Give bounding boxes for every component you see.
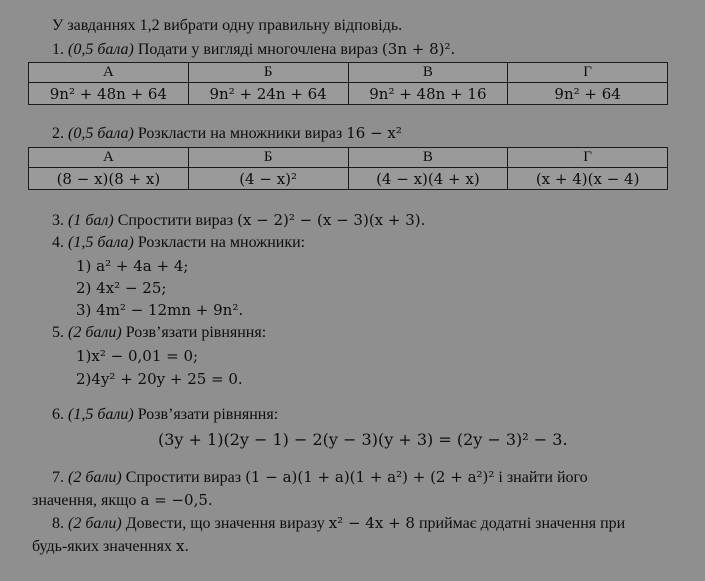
answer-option-v[interactable]: 9n² + 48n + 16 — [348, 83, 508, 105]
question-text: Довести, що значення виразу — [125, 515, 325, 532]
question-points: (2 бали) — [68, 469, 122, 486]
option-header: Б — [188, 63, 348, 83]
question-points: (0,5 бала) — [68, 125, 134, 142]
option-header: Г — [508, 63, 668, 83]
option-header: А — [29, 63, 189, 83]
option-header: Б — [188, 148, 348, 168]
question-4 — [52, 233, 305, 253]
question-text: Розкласти на множники: — [137, 234, 306, 251]
question-2 — [52, 123, 402, 144]
question-7-line-2 — [32, 490, 213, 511]
question-number: 1. — [52, 41, 64, 58]
table-row — [29, 83, 668, 105]
question-7 — [52, 467, 588, 488]
question-4-item-1: 1) a² + 4a + 4; — [76, 257, 189, 275]
option-header: В — [348, 148, 508, 168]
question-4-item-3: 3) 4m² − 12mn + 9n². — [76, 301, 244, 319]
question-3 — [52, 210, 425, 231]
option-header: А — [29, 148, 189, 168]
question-text-tail: і знайти його — [498, 469, 588, 486]
question-6 — [52, 405, 278, 425]
question-expression: (x − 2)² − (x − 3)(x + 3). — [237, 211, 426, 229]
question-number: 2. — [52, 125, 64, 142]
answer-table-1 — [28, 62, 668, 105]
question-points: (1 бал) — [68, 212, 114, 229]
question-points: (1,5 бали) — [68, 406, 134, 423]
answer-option-b[interactable]: (4 − x)² — [188, 168, 348, 190]
question-number: 4. — [52, 234, 64, 251]
question-number: 3. — [52, 212, 64, 229]
question-5-item-2: 2)4y² + 20y + 25 = 0. — [76, 370, 243, 388]
question-text: Спростити вираз — [125, 469, 242, 486]
question-text: Розкласти на множники вираз — [137, 125, 343, 142]
question-expression: (3n + 8)². — [381, 40, 456, 58]
question-1 — [52, 39, 455, 60]
question-number: 6. — [52, 406, 64, 423]
question-points: (0,5 бала) — [68, 41, 134, 58]
option-header: В — [348, 63, 508, 83]
question-6-equation: (3y + 1)(2y − 1) − 2(y − 3)(y + 3) = (2y − 3)² − 3. — [158, 430, 568, 449]
question-text: Розв’язати рівняння: — [137, 406, 279, 423]
question-text: Розв’язати рівняння: — [125, 324, 267, 341]
question-expression: x² − 4x + 8 — [328, 514, 415, 532]
question-points: (2 бали) — [68, 515, 122, 532]
question-points: (2 бали) — [68, 324, 122, 341]
question-expression: x. — [175, 537, 190, 555]
question-number: 8. — [52, 515, 64, 532]
question-number: 7. — [52, 469, 64, 486]
question-number: 5. — [52, 324, 64, 341]
answer-option-a[interactable]: (8 − x)(8 + x) — [29, 168, 189, 190]
table-header-row — [29, 63, 668, 83]
instructions-text: У завданнях 1,2 вибрати одну правильну відповідь. — [52, 17, 403, 34]
question-text: Спростити вираз — [117, 212, 234, 229]
question-points: (1,5 бала) — [68, 234, 134, 251]
question-5 — [52, 323, 266, 343]
question-5-item-1: 1)x² − 0,01 = 0; — [76, 347, 199, 365]
answer-option-v[interactable]: (4 − x)(4 + x) — [348, 168, 508, 190]
question-8-line-2 — [32, 536, 189, 557]
question-4-item-2: 2) 4x² − 25; — [76, 279, 167, 297]
question-8 — [52, 513, 625, 534]
question-expression: (1 − a)(1 + a)(1 + a²) + (2 + a²)² — [245, 468, 495, 486]
table-row — [29, 168, 668, 190]
question-text-tail: приймає додатні значення при — [418, 515, 626, 532]
question-text: Подати у вигляді многочлена вираз — [137, 41, 378, 58]
answer-option-g[interactable]: 9n² + 64 — [508, 83, 668, 105]
question-expression: 16 − x² — [346, 124, 402, 142]
option-header: Г — [508, 148, 668, 168]
answer-option-a[interactable]: 9n² + 48n + 64 — [29, 83, 189, 105]
table-header-row — [29, 148, 668, 168]
question-expression: a = −0,5. — [140, 491, 213, 509]
question-text: будь-яких значеннях — [32, 538, 172, 555]
question-text: значення, якщо — [32, 492, 137, 509]
answer-option-g[interactable]: (x + 4)(x − 4) — [508, 168, 668, 190]
answer-table-2 — [28, 147, 668, 190]
answer-option-b[interactable]: 9n² + 24n + 64 — [188, 83, 348, 105]
